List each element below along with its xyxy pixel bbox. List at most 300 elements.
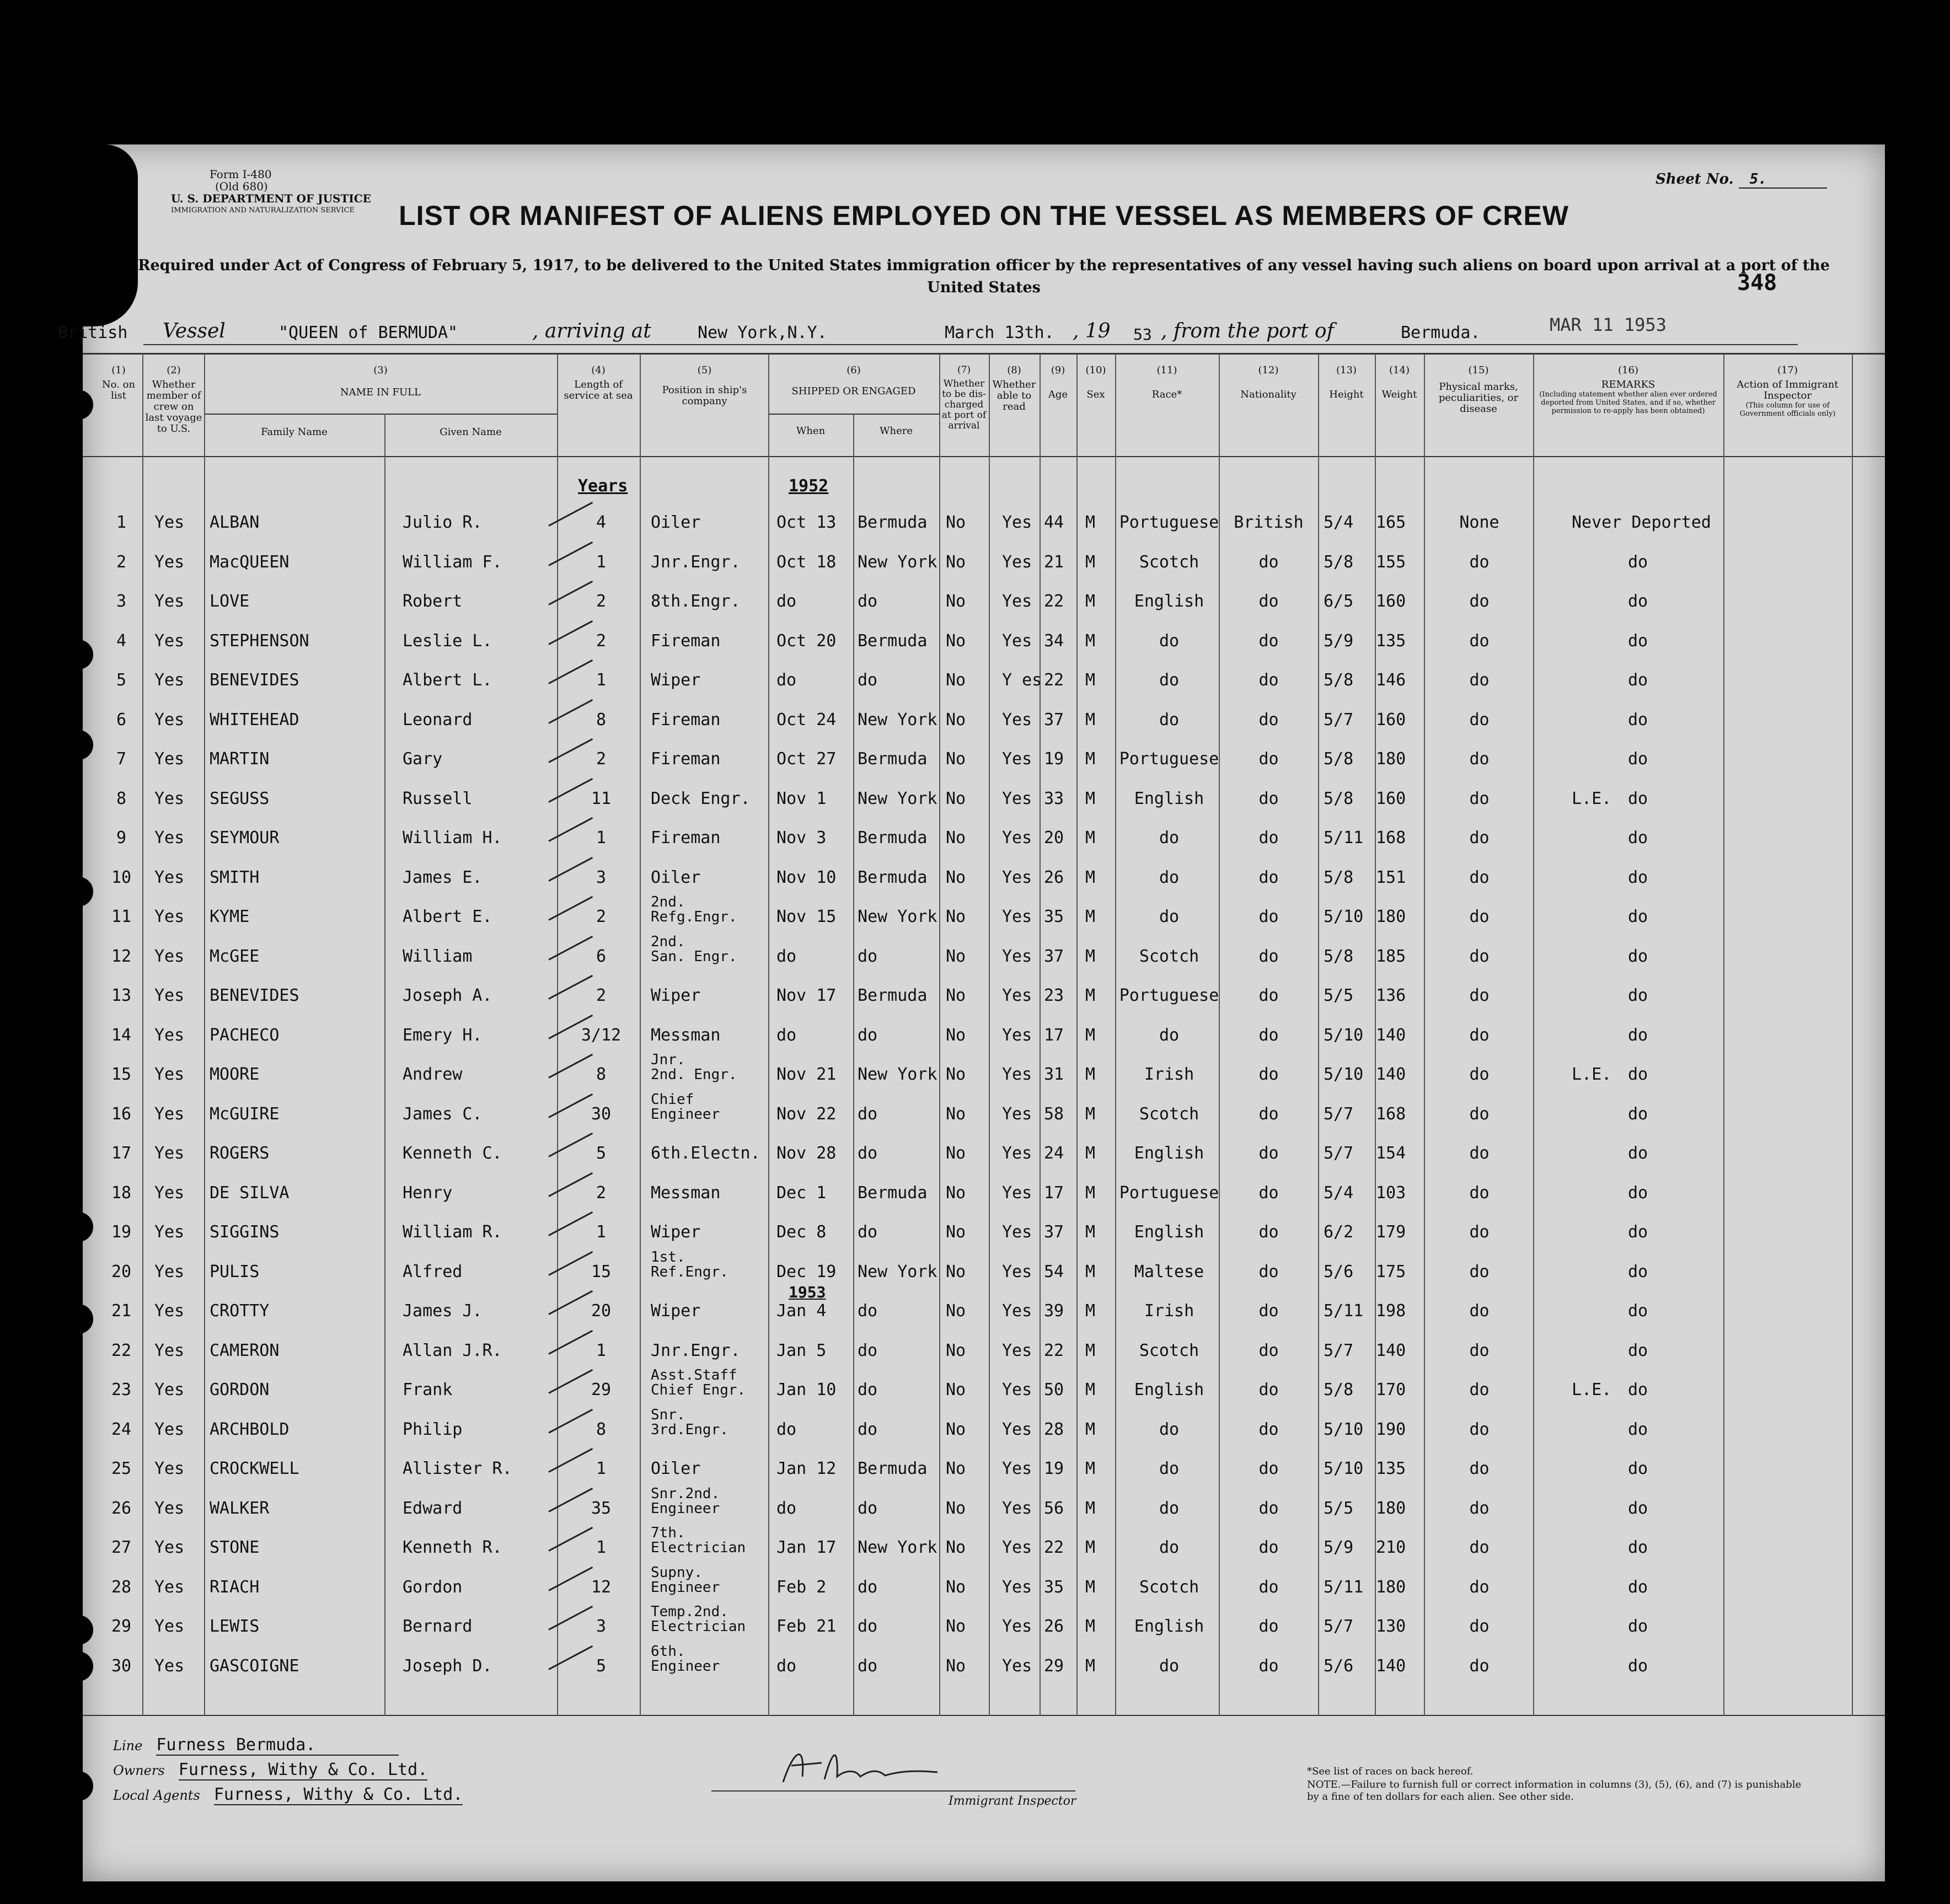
nationality: do <box>1258 789 1279 808</box>
shipped-where: New York <box>858 1262 938 1281</box>
shipped-where: do <box>858 1380 878 1399</box>
race: Scotch <box>1139 1104 1199 1124</box>
sheet-number-value: 5. <box>1739 171 1827 189</box>
length-of-service: 8 <box>596 1065 607 1084</box>
position: Messman <box>651 1025 721 1045</box>
col-divider <box>640 354 641 1716</box>
shipped-where: Bermuda <box>858 986 928 1005</box>
row-number: 12 <box>111 946 132 966</box>
header-race: (11) Race* <box>1151 364 1182 400</box>
sex: M <box>1085 1065 1096 1084</box>
sex: M <box>1085 1419 1096 1439</box>
arriving-label: , arriving at <box>532 320 651 342</box>
remarks: do <box>1628 1104 1648 1124</box>
race: do <box>1159 1656 1180 1676</box>
line-label: Line <box>113 1738 143 1753</box>
shipped-when: Oct 20 <box>776 631 837 651</box>
discharged: No <box>946 907 966 926</box>
position: 7th. Electrician <box>651 1525 746 1556</box>
height: 5/8 <box>1324 867 1354 887</box>
able-to-read: Yes <box>1002 1025 1032 1045</box>
length-of-service: 2 <box>596 907 607 926</box>
remarks: do <box>1628 867 1648 887</box>
row-number: 27 <box>111 1538 132 1557</box>
form-number: Form I-480 <box>210 168 272 181</box>
last-voyage: Yes <box>154 513 185 532</box>
physical-marks: do <box>1469 1183 1490 1203</box>
shipped-where: do <box>858 671 878 690</box>
punch-hole <box>63 1212 93 1242</box>
family-name: ROGERS <box>210 1144 270 1163</box>
able-to-read: Yes <box>1002 710 1032 730</box>
weight: 210 <box>1376 1538 1406 1557</box>
position: Chief Engineer <box>651 1091 720 1123</box>
nationality: do <box>1258 1065 1279 1084</box>
sex: M <box>1085 1144 1096 1163</box>
family-name: GORDON <box>210 1380 270 1399</box>
weight: 180 <box>1376 1577 1406 1597</box>
shipped-where: do <box>858 946 878 966</box>
discharged: No <box>946 946 966 966</box>
position: 6th.Electn. <box>651 1144 760 1163</box>
weight: 168 <box>1376 828 1406 848</box>
discharged: No <box>946 1065 966 1084</box>
shipped-when: do <box>776 1498 797 1518</box>
shipped-where: New York <box>858 789 938 808</box>
last-voyage: Yes <box>154 867 185 887</box>
race: Portuguese <box>1119 1183 1219 1203</box>
position: Jnr.Engr. <box>651 1340 741 1360</box>
given-name: Philip <box>403 1419 463 1439</box>
punch-hole <box>63 1651 93 1681</box>
last-voyage: Yes <box>154 1025 185 1045</box>
nationality: do <box>1258 986 1279 1005</box>
age: 22 <box>1044 592 1064 611</box>
punch-hole <box>63 390 93 420</box>
nationality: British <box>1234 513 1304 532</box>
position: Snr. 3rd.Engr. <box>651 1406 728 1438</box>
physical-marks: do <box>1469 789 1490 808</box>
able-to-read: Yes <box>1002 592 1032 611</box>
punch-hole <box>63 640 93 669</box>
height: 5/11 <box>1324 1577 1364 1597</box>
race: do <box>1159 710 1180 730</box>
family-name: GASCOIGNE <box>210 1656 299 1676</box>
remarks: do <box>1628 1459 1648 1478</box>
able-to-read: Yes <box>1002 986 1032 1005</box>
shipped-where: do <box>858 1222 878 1242</box>
remarks: do <box>1628 592 1648 611</box>
weight: 155 <box>1376 552 1406 572</box>
discharged: No <box>946 592 966 611</box>
table-top-rule <box>83 353 1885 355</box>
given-name: Robert <box>403 592 463 611</box>
sex: M <box>1085 986 1096 1005</box>
position: Jnr.Engr. <box>651 552 741 572</box>
row-number: 7 <box>116 749 127 769</box>
remarks: do <box>1628 1262 1648 1281</box>
height: 5/8 <box>1324 671 1354 690</box>
col-divider <box>142 354 143 1716</box>
position: Fireman <box>651 749 721 769</box>
height: 6/2 <box>1324 1222 1354 1242</box>
header-given-name: Given Name <box>440 426 502 438</box>
family-name: DE SILVA <box>210 1183 290 1203</box>
height: 5/10 <box>1324 1065 1364 1084</box>
physical-marks: do <box>1469 1025 1490 1045</box>
family-name: RIACH <box>210 1577 260 1597</box>
length-of-service: 5 <box>596 1656 607 1676</box>
remarks: do <box>1628 1538 1648 1557</box>
family-name: WHITEHEAD <box>210 710 299 730</box>
last-voyage: Yes <box>154 1656 185 1676</box>
discharged: No <box>946 1419 966 1439</box>
header-inspector-action: (17) Action of Immigrant Inspector (This column for use of Government officials only) <box>1737 364 1839 418</box>
col-divider <box>1424 354 1425 1716</box>
able-to-read: Yes <box>1002 513 1032 532</box>
height: 5/8 <box>1324 1380 1354 1399</box>
family-name: SEGUSS <box>210 789 270 808</box>
nationality: do <box>1258 1498 1279 1518</box>
last-voyage: Yes <box>154 1380 185 1399</box>
family-name: STONE <box>210 1538 260 1557</box>
shipped-where: Bermuda <box>858 828 928 848</box>
shipped-where: do <box>858 1656 878 1676</box>
sex: M <box>1085 1538 1096 1557</box>
position: Snr.2nd. Engineer <box>651 1485 720 1517</box>
weight: 180 <box>1376 907 1406 926</box>
physical-marks: do <box>1469 1459 1490 1478</box>
age: 29 <box>1044 1656 1064 1676</box>
shipped-where: do <box>858 1144 878 1163</box>
race: English <box>1134 789 1204 808</box>
given-name: Frank <box>403 1380 453 1399</box>
physical-marks: do <box>1469 907 1490 926</box>
family-name: WALKER <box>210 1498 270 1518</box>
remarks: do <box>1628 907 1648 926</box>
row-number: 11 <box>111 907 132 926</box>
discharged: No <box>946 1301 966 1321</box>
discharged: No <box>946 749 966 769</box>
header-nationality: (12) Nationality <box>1240 364 1297 400</box>
able-to-read: Yes <box>1002 1498 1032 1518</box>
header-weight: (14) Weight <box>1381 364 1417 400</box>
remarks: do <box>1628 946 1648 966</box>
discharged: No <box>946 1656 966 1676</box>
age: 21 <box>1044 552 1064 572</box>
remarks: do <box>1628 749 1648 769</box>
able-to-read: Yes <box>1002 828 1032 848</box>
race: do <box>1159 671 1180 690</box>
weight: 180 <box>1376 749 1406 769</box>
weight: 180 <box>1376 1498 1406 1518</box>
physical-marks: do <box>1469 1380 1490 1399</box>
shipped-where: Bermuda <box>858 867 928 887</box>
years-annotation: Years <box>578 476 628 496</box>
weight: 160 <box>1376 789 1406 808</box>
weight: 198 <box>1376 1301 1406 1321</box>
race: do <box>1159 1025 1180 1045</box>
sheet-number-label: Sheet No. <box>1656 171 1734 187</box>
vessel-label: Vessel <box>163 320 226 342</box>
height: 5/8 <box>1324 789 1354 808</box>
height: 5/10 <box>1324 1025 1364 1045</box>
remarks: do <box>1628 1222 1648 1242</box>
weight: 140 <box>1376 1656 1406 1676</box>
last-voyage: Yes <box>154 1617 185 1636</box>
sex: M <box>1085 1301 1096 1321</box>
position: Wiper <box>651 671 701 690</box>
nationality: do <box>1258 1222 1279 1242</box>
nationality: do <box>1258 1262 1279 1281</box>
header-last-voyage: (2) Whether member of crew on last voyage to U.S. <box>145 364 202 435</box>
family-name: MOORE <box>210 1065 260 1084</box>
discharged: No <box>946 1577 966 1597</box>
able-to-read: Yes <box>1002 789 1032 808</box>
sex: M <box>1085 828 1096 848</box>
shipped-when: Jan 5 <box>776 1340 827 1360</box>
age: 33 <box>1044 789 1064 808</box>
shipped-where: Bermuda <box>858 749 928 769</box>
sex: M <box>1085 552 1096 572</box>
position: Oiler <box>651 867 701 887</box>
physical-marks: None <box>1459 513 1499 532</box>
row-number: 9 <box>116 828 127 848</box>
race: do <box>1159 1498 1180 1518</box>
given-name: William <box>403 946 473 966</box>
sex: M <box>1085 1183 1096 1203</box>
position: Asst.Staff Chief Engr. <box>651 1367 746 1398</box>
position: 2nd. Refg.Engr. <box>651 894 737 925</box>
given-name: Albert L. <box>403 671 492 690</box>
race: Scotch <box>1139 1577 1199 1597</box>
remarks: do <box>1628 1301 1648 1321</box>
owners-value: Furness, Withy & Co. Ltd. <box>178 1760 428 1779</box>
family-name: LOVE <box>210 592 250 611</box>
sex: M <box>1085 867 1096 887</box>
shipped-when: Oct 13 <box>776 513 837 532</box>
race: do <box>1159 1538 1180 1557</box>
height: 5/7 <box>1324 1104 1354 1124</box>
weight: 140 <box>1376 1340 1406 1360</box>
height: 5/7 <box>1324 1617 1354 1636</box>
remarks: do <box>1628 671 1648 690</box>
last-voyage: Yes <box>154 1104 185 1124</box>
physical-marks: do <box>1469 592 1490 611</box>
given-name: Henry <box>403 1183 453 1203</box>
col-divider <box>384 414 385 1716</box>
race: English <box>1134 1617 1204 1636</box>
age: 22 <box>1044 671 1064 690</box>
weight: 103 <box>1376 1183 1406 1203</box>
given-name: Joseph D. <box>403 1656 492 1676</box>
nationality: do <box>1258 828 1279 848</box>
row-number: 30 <box>111 1656 132 1676</box>
nationality: do <box>1258 1025 1279 1045</box>
race: Scotch <box>1139 1340 1199 1360</box>
height: 5/5 <box>1324 1498 1354 1518</box>
age: 37 <box>1044 946 1064 966</box>
family-name: ALBAN <box>210 513 260 532</box>
age: 24 <box>1044 1144 1064 1163</box>
row-number: 10 <box>111 867 132 887</box>
sex: M <box>1085 1104 1096 1124</box>
position: Fireman <box>651 710 721 730</box>
row-number: 18 <box>111 1183 132 1203</box>
race: English <box>1134 1144 1204 1163</box>
length-of-service: 3 <box>596 1617 607 1636</box>
family-name: CROCKWELL <box>210 1459 299 1478</box>
remarks: do <box>1628 1577 1648 1597</box>
given-name: William H. <box>403 828 502 848</box>
able-to-read: Yes <box>1002 1104 1032 1124</box>
length-of-service: 2 <box>596 592 607 611</box>
family-name: CROTTY <box>210 1301 270 1321</box>
age: 28 <box>1044 1419 1064 1439</box>
able-to-read: Yes <box>1002 1262 1032 1281</box>
header-age: (9) Age <box>1048 364 1068 400</box>
height: 5/7 <box>1324 710 1354 730</box>
weight: 160 <box>1376 592 1406 611</box>
weight: 135 <box>1376 1459 1406 1478</box>
header-able-to-read: (8) Whether able to read <box>992 364 1036 412</box>
punch-hole <box>63 1304 93 1334</box>
remarks: do <box>1628 1380 1648 1399</box>
physical-marks: do <box>1469 986 1490 1005</box>
shipped-where: do <box>858 1577 878 1597</box>
nationality: do <box>1258 1380 1279 1399</box>
row-number: 22 <box>111 1340 132 1360</box>
nationality: do <box>1258 1340 1279 1360</box>
shipped-where: do <box>858 1301 878 1321</box>
family-name: McGUIRE <box>210 1104 280 1124</box>
remarks-prefix: L.E. <box>1572 1380 1612 1399</box>
given-name: James E. <box>403 867 483 887</box>
race: do <box>1159 1419 1180 1439</box>
shipped-when: Jan 10 <box>776 1380 837 1399</box>
age: 31 <box>1044 1065 1064 1084</box>
col-divider <box>853 414 854 1716</box>
discharged: No <box>946 671 966 690</box>
age: 37 <box>1044 710 1064 730</box>
shipped-when: do <box>776 1025 797 1045</box>
sheet-number <box>1656 171 1827 189</box>
shipped-where: do <box>858 1498 878 1518</box>
punch-hole <box>63 1771 93 1801</box>
remarks: do <box>1628 1340 1648 1360</box>
agents-field <box>113 1785 463 1805</box>
race: do <box>1159 828 1180 848</box>
inspector-label: Immigrant Inspector <box>949 1794 1076 1808</box>
length-of-service: 6 <box>596 946 607 966</box>
able-to-read: Yes <box>1002 1144 1032 1163</box>
able-to-read: Yes <box>1002 1577 1032 1597</box>
physical-marks: do <box>1469 710 1490 730</box>
age: 22 <box>1044 1340 1064 1360</box>
given-name: Bernard <box>403 1617 473 1636</box>
discharged: No <box>946 1617 966 1636</box>
col-divider <box>1318 354 1319 1716</box>
age: 23 <box>1044 986 1064 1005</box>
shipped-when: Nov 22 <box>776 1104 837 1124</box>
nationality: do <box>1258 1617 1279 1636</box>
length-of-service: 1 <box>596 1538 607 1557</box>
last-voyage: Yes <box>154 749 185 769</box>
race: English <box>1134 1222 1204 1242</box>
nationality: do <box>1258 1538 1279 1557</box>
row-number: 8 <box>116 789 127 808</box>
punch-hole <box>63 730 93 760</box>
discharged: No <box>946 1498 966 1518</box>
length-of-service: 2 <box>596 1183 607 1203</box>
height: 5/4 <box>1324 1183 1354 1203</box>
age: 20 <box>1044 828 1064 848</box>
age: 56 <box>1044 1498 1064 1518</box>
col-divider <box>1852 354 1853 1716</box>
year-suffix: 53 <box>1133 325 1152 344</box>
age: 37 <box>1044 1222 1064 1242</box>
sex: M <box>1085 631 1096 651</box>
weight: 135 <box>1376 631 1406 651</box>
length-of-service: 1 <box>596 552 607 572</box>
header-shipped-engaged: (6) SHIPPED OR ENGAGED <box>791 364 916 397</box>
discharged: No <box>946 710 966 730</box>
row-number: 17 <box>111 1144 132 1163</box>
header-no-on-list: (1) No. on list <box>101 364 136 401</box>
height: 5/8 <box>1324 552 1354 572</box>
height: 5/7 <box>1324 1144 1354 1163</box>
form-old-number: (Old 680) <box>215 180 268 193</box>
race: Irish <box>1144 1065 1194 1084</box>
remarks: do <box>1628 710 1648 730</box>
position: 1st. Ref.Engr. <box>651 1248 728 1280</box>
race: Portuguese <box>1119 513 1219 532</box>
service-name: IMMIGRATION AND NATURALIZATION SERVICE <box>171 206 355 214</box>
shipped-where: do <box>858 1104 878 1124</box>
remarks: do <box>1628 1144 1648 1163</box>
height: 5/8 <box>1324 749 1354 769</box>
col-divider <box>1076 354 1078 1716</box>
discharged: No <box>946 1104 966 1124</box>
age: 19 <box>1044 749 1064 769</box>
nationality: do <box>1258 1301 1279 1321</box>
position: Oiler <box>651 1459 701 1478</box>
able-to-read: Yes <box>1002 1459 1032 1478</box>
remarks: do <box>1628 828 1648 848</box>
last-voyage: Yes <box>154 1419 185 1439</box>
race: Maltese <box>1134 1262 1204 1281</box>
discharged: No <box>946 513 966 532</box>
weight: 160 <box>1376 710 1406 730</box>
length-of-service: 3/12 <box>581 1025 622 1045</box>
able-to-read: Yes <box>1002 1183 1032 1203</box>
position: 6th. Engineer <box>651 1643 720 1675</box>
family-name: KYME <box>210 907 250 926</box>
height: 5/11 <box>1324 1301 1364 1321</box>
col-divider <box>1040 354 1041 1716</box>
physical-marks: do <box>1469 1498 1490 1518</box>
row-number: 20 <box>111 1262 132 1281</box>
weight: 175 <box>1376 1262 1406 1281</box>
position: Wiper <box>651 1222 701 1242</box>
row-number: 1 <box>116 513 127 532</box>
length-of-service: 2 <box>596 986 607 1005</box>
nationality: do <box>1258 1419 1279 1439</box>
remarks: do <box>1628 1025 1648 1045</box>
able-to-read: Yes <box>1002 1419 1032 1439</box>
remarks: do <box>1628 1498 1648 1518</box>
col-divider <box>1533 354 1534 1716</box>
